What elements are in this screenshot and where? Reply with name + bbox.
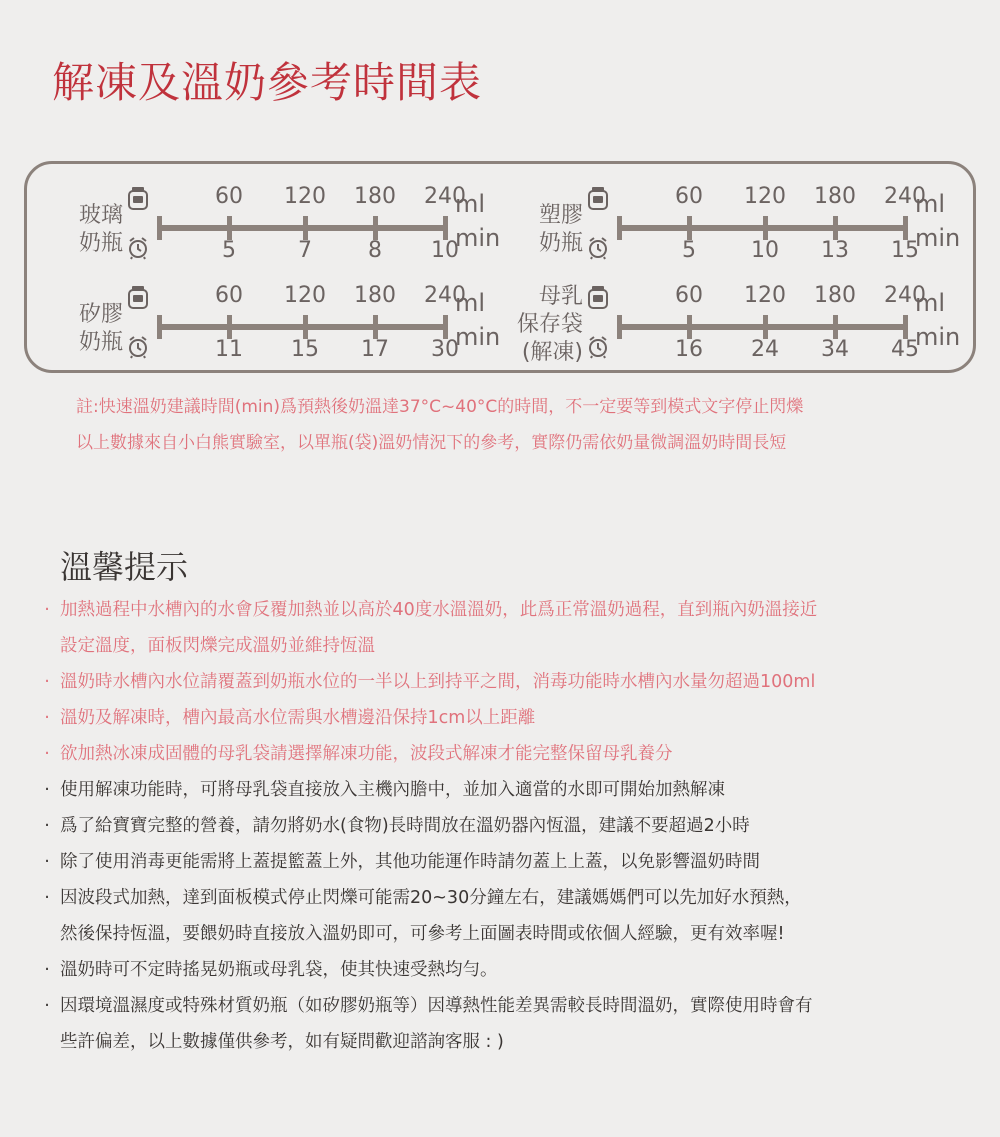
gauge-tick	[227, 216, 232, 240]
gauge-glass-bottle	[47, 168, 517, 264]
gauge-tick	[687, 315, 692, 339]
min-value: 16	[675, 337, 703, 362]
min-value: 45	[891, 337, 919, 362]
ml-value: 240	[884, 184, 926, 209]
gauge-label-line: 母乳	[538, 284, 583, 309]
gauge-silicone-bottle	[47, 267, 517, 363]
tip-text: 加熱過程中水槽內的水會反覆加熱並以高於40度水溫溫奶，此爲正常溫奶過程，直到瓶內奶溫接近	[60, 600, 818, 620]
min-value: 10	[751, 238, 779, 263]
bullet: ·	[44, 816, 50, 836]
tips-heading: 溫馨提示	[60, 548, 189, 586]
gauge-tick-start	[157, 315, 162, 339]
gauge-plastic-bottle	[507, 168, 977, 264]
time-table-panel	[24, 161, 976, 373]
unit-min: min	[455, 224, 501, 252]
min-value: 13	[821, 238, 849, 263]
tip-text: 使用解凍功能時，可將母乳袋直接放入主機內膽中，並加入適當的水即可開始加熱解凍	[60, 780, 725, 800]
tip-text: 溫奶時可不定時搖晃奶瓶或母乳袋，使其快速受熱均勻。	[60, 960, 498, 980]
ml-value: 240	[884, 283, 926, 308]
tip-text: 欲加熱冰凍成固體的母乳袋請選擇解凍功能，波段式解凍才能完整保留母乳養分	[60, 744, 673, 764]
tip-item	[40, 736, 960, 772]
ml-value: 240	[424, 184, 466, 209]
gauge-label-line: (解凍)	[521, 340, 583, 365]
bullet: ·	[44, 996, 50, 1016]
gauge-tick	[443, 315, 448, 339]
unit-min: min	[915, 323, 961, 351]
ml-value: 60	[675, 184, 703, 209]
bullet: ·	[44, 672, 50, 692]
tip-item	[40, 700, 960, 736]
gauge-label-line: 矽膠	[78, 302, 123, 327]
min-value: 11	[215, 337, 243, 362]
gauge-label-line: 奶瓶	[78, 231, 123, 256]
min-value: 7	[298, 238, 312, 263]
gauge-tick	[903, 216, 908, 240]
ml-value: 120	[744, 184, 786, 209]
gauge-tick	[763, 216, 768, 240]
gauge-track	[617, 324, 907, 330]
clock-icon	[587, 236, 609, 260]
min-value: 8	[368, 238, 382, 263]
note-line-1: 註:快速溫奶建議時間(min)爲預熱後奶溫達37°C~40°C的時間，不一定要等到模式文字停止閃爍	[76, 397, 804, 417]
clock-icon	[127, 236, 149, 260]
tip-text: 因波段式加熱，達到面板模式停止閃爍可能需20~30分鐘左右，建議媽媽們可以先加好水預熱，	[60, 888, 802, 908]
gauge-breastmilk-bag	[507, 267, 977, 363]
gauge-label-line: 奶瓶	[538, 231, 583, 256]
bottle-icon	[127, 285, 149, 309]
ml-value: 120	[744, 283, 786, 308]
unit-ml: ml	[915, 289, 946, 317]
ml-value: 120	[284, 184, 326, 209]
unit-min: min	[455, 323, 501, 351]
bullet: ·	[44, 888, 50, 908]
gauge-track	[157, 324, 447, 330]
min-value: 5	[222, 238, 236, 263]
tip-item	[40, 988, 960, 1060]
gauge-tick-start	[157, 216, 162, 240]
gauge-label-line: 保存袋	[516, 312, 583, 337]
min-value: 34	[821, 337, 849, 362]
page-title: 解凍及溫奶參考時間表	[52, 58, 483, 107]
tip-item	[40, 664, 960, 700]
clock-icon	[587, 335, 609, 359]
tip-text: 設定溫度，面板閃爍完成溫奶並維持恆溫	[60, 636, 375, 656]
gauge-track	[617, 225, 907, 231]
ml-value: 180	[354, 184, 396, 209]
gauge-tick	[687, 216, 692, 240]
gauge-label-line: 玻璃	[78, 203, 123, 228]
gauge-tick	[227, 315, 232, 339]
tip-item	[40, 952, 960, 988]
ml-value: 180	[354, 283, 396, 308]
bullet: ·	[44, 780, 50, 800]
min-value: 15	[891, 238, 919, 263]
bottle-icon	[587, 285, 609, 309]
gauge-tick-start	[617, 315, 622, 339]
gauge-tick	[373, 216, 378, 240]
tip-item	[40, 772, 960, 808]
unit-ml: ml	[915, 190, 946, 218]
gauge-tick	[903, 315, 908, 339]
bullet: ·	[44, 708, 50, 728]
gauge-tick	[763, 315, 768, 339]
min-value: 15	[291, 337, 319, 362]
gauge-tick	[443, 216, 448, 240]
gauge-track	[157, 225, 447, 231]
gauge-tick	[373, 315, 378, 339]
unit-min: min	[915, 224, 961, 252]
min-value: 5	[682, 238, 696, 263]
gauge-tick	[303, 315, 308, 339]
gauge-tick	[833, 315, 838, 339]
clock-icon	[127, 335, 149, 359]
gauge-label-line: 塑膠	[538, 203, 583, 228]
bullet: ·	[44, 852, 50, 872]
ml-value: 180	[814, 283, 856, 308]
tip-item	[40, 844, 960, 880]
tip-text: 些許偏差，以上數據僅供參考，如有疑問歡迎諮詢客服 : )	[60, 1032, 504, 1052]
tip-item	[40, 592, 960, 664]
gauge-label-line: 奶瓶	[78, 330, 123, 355]
ml-value: 60	[215, 184, 243, 209]
tip-text: 溫奶及解凍時，槽內最高水位需與水槽邊沿保持1cm以上距離	[60, 708, 536, 728]
ml-value: 240	[424, 283, 466, 308]
unit-ml: ml	[455, 190, 486, 218]
bottle-icon	[587, 186, 609, 210]
tip-text: 爲了給寶寶完整的營養，請勿將奶水(食物)長時間放在溫奶器內恆溫，建議不要超過2小時	[60, 816, 750, 836]
bullet: ·	[44, 960, 50, 980]
gauge-tick	[833, 216, 838, 240]
min-value: 30	[431, 337, 459, 362]
min-value: 24	[751, 337, 779, 362]
bullet: ·	[44, 600, 50, 620]
min-value: 10	[431, 238, 459, 263]
tip-item	[40, 808, 960, 844]
min-value: 17	[361, 337, 389, 362]
note-line-2: 以上數據來自小白熊實驗室，以單瓶(袋)溫奶情況下的參考，實際仍需依奶量微調溫奶時間長短	[76, 433, 787, 453]
ml-value: 180	[814, 184, 856, 209]
ml-value: 60	[675, 283, 703, 308]
tip-text: 然後保持恆溫，要餵奶時直接放入溫奶即可，可參考上面圖表時間或依個人經驗，更有效率喔!	[60, 924, 785, 944]
unit-ml: ml	[455, 289, 486, 317]
tip-text: 溫奶時水槽內水位請覆蓋到奶瓶水位的一半以上到持平之間，消毒功能時水槽內水量勿超過100ml	[60, 672, 816, 692]
ml-value: 60	[215, 283, 243, 308]
ml-value: 120	[284, 283, 326, 308]
tip-item	[40, 880, 960, 952]
tip-text: 除了使用消毒更能需將上蓋提籃蓋上外，其他功能運作時請勿蓋上上蓋，以免影響溫奶時間	[60, 852, 760, 872]
tip-text: 因環境溫濕度或特殊材質奶瓶（如矽膠奶瓶等）因導熱性能差異需較長時間溫奶，實際使用時會有	[60, 996, 813, 1016]
bullet: ·	[44, 744, 50, 764]
gauge-tick-start	[617, 216, 622, 240]
gauge-tick	[303, 216, 308, 240]
bottle-icon	[127, 186, 149, 210]
